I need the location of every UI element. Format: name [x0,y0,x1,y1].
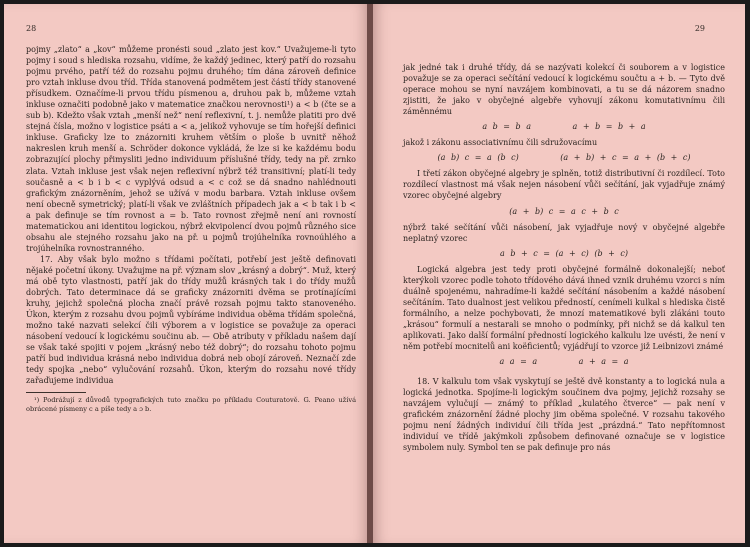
right-page-text [403,62,725,453]
equation-commutative-mult: a b = b a [482,122,531,132]
paragraph-duality: Logická algebra jest tedy proti obyčejné formálně dokonalejší; neboť kterýkoli vzorec podle tohoto třídového dává ihned vznik druhému vzorci s ním duálně spojenému, nahradíme-li každé sečítání násobením a každé násobení sečítáním. Tato dualnost jest velikou předností, cenímeli kulkal s hlediska čistě formálního, a nelze pochybovati, že mnozí matematikové byli zlákáni touto „krásou“ formulí a nestarali se mnoho o podmínky, při nichž se dá kalkul ten aplikovati. Jako další formální předností logického kalkulu lze uvésti, že není v něm potřebí mocnitelů ani koëficientů; vyjádřují to vzorce již Leibnizovi známé [403,264,725,352]
equation-associative-add: (a + b) + c = a + (b + c) [560,153,691,163]
equation-associative-mult: (a b) c = a (b c) [437,153,519,163]
paragraph-18: 18. V kalkulu tom však vyskytují se ještě dvě konstanty a to logická nula a logická jednotka. Spojíme-li logickým součinem dva pojmy, jejichž rozsahy se navzájem vylučují — známý to příklad „kulatého čtverce“ — pak není v grafickém znázornění žádné plochy jim oběma společné. V rozsahu takového pojmu není žádných individuí čili třída jest „prázdná.“ Tato nepřítomnost individuí ve třídě jakýmkoli způsobem definované označuje se v logistice symbolem nuly. Symbol ten se pak definuje pro nás [403,377,725,453]
equation-commutative [403,121,725,132]
equation-distributive-mult [403,206,725,217]
left-page-text [26,44,356,413]
equation-associative [403,152,725,163]
equation-idempotent [403,356,725,367]
paragraph-17: 17. Aby však bylo možno s třídami počítati, potřebí jest ještě definovati nějaké početní úkony. Uvažujme na př. význam slov „krásný a dobrý“. Muž, který má obě tyto vlastnosti, patří jak do třídy mužů krásných tak i do třídy mužů dobrých. Tato determinace dá se graficky znázorniti dvěma se protínajícími kruhy, jejichž společná plocha značí právě rozsah pojmu takto stanoveného. Úkon, kterým z rozsahu dvou pojmů vybíráme individua oběma třídám společná, možno také nazvati selekcí čili výborem a v logistice se považuje za operaci násobení vedoucí k logickému součinu ab. — Obě atributy v příkladu našem dají se však také spojiti v pojem „krásný nebo též dobrý“; do rozsahu tohoto pojmu patří bud individua krásná nebo individua dobrá neb obojí zároveň. Neznačí zde tedy spojka „nebo“ vylučování rozsahů. Úkon, kterým do rozsahu nové třídy zařaďujeme individua [26,254,356,386]
left-page [4,4,368,543]
equation-distributive-mult-text: (a + b) c = a c + b c [509,206,619,216]
right-page [373,4,745,543]
equation-idempotent-add: a + a = a [578,357,629,367]
equation-commutative-add: a + b = b + a [572,122,646,132]
paragraph-distributive: I třetí zákon obyčejné algebry je splněn, totiž distributivní či rozdílecí. Toto rozdílecí vlastnost má však nejen násobení vůči sečítání, jak vyjadřuje známý vzorec obyčejné algebry [403,169,725,201]
footnote-rule [26,392,86,393]
paragraph-associative: jakož i zákonu associativnímu čili sdružovacímu [403,138,598,148]
paragraph-new-formula: nýbrž také sečítání vůči násobení, jak vyjadřuje nový v obyčejné algebře neplatný vzorec [403,222,725,243]
equation-idempotent-mult: a a = a [499,357,538,367]
paragraph-inclusion: pojmy „zlato“ a „kov“ můžeme pronésti soud „zlato jest kov.“ Uvažujeme-li tyto pojmy i soud s hlediska rozsahu, vidíme, že každý jedinec, který patří do rozsahu pojmu prvého, patří též do rozsahu pojmu druhého; tím dána zároveň definice pro vztah inkluse dvou tříd. Třída stanovená podmětem jest částí třídy stanovené přísudkem. Označíme-li prvou třídu písmenou a, druhou pak b, můžeme vztah inkluse označiti podobně jako v matematice značkou nerovnosti¹) a < b (čte se a sub b). Kdežto však vztah „menší než“ není reflexivní, t. j. nemůže platiti pro dvě stejná čísla, možno v logistice psáti a < a, jelikož vyhovuje se tím hořejší definici inkluse. Graficky lze to znázorniti kruhem větším o ploše b uvnitř něhož nakreslen kruh menší a. Schröder dokonce vykládá, že lze si ke každému bodu zobrazující plochy přimysliti jedno individuum příslušné třídy, tedy na př. zrnko zlata. Vztah inkluse jest však nejen reflexivní nýbrž též transitivní; platí-li tedy současně a < b i b < c vyplývá odsud a < c což se dá snadno nahlédnouti grafickým znázorněním, jehož se užívá v modu barbara. Vztah inkluse ovšem není obecně symetrický; platí-li však ve zvláštních případech jak a < b tak i b < a pak definuje se tím rovnost a = b. Tato rovnost zřejmě není ani rovností matematickou ani identitou logickou, nýbrž ekvipolencí dvou pojmů různého sice obsahu ale stejného rozsahu jako na př. u pojmů trojúhelníka rovnoúhlého a trojúhelníka rovnostranného. [26,45,356,253]
page-number-left: 28 [26,24,37,33]
equation-distributive-add [403,248,725,259]
page-number-right: 29 [694,24,705,33]
paragraph-collection: jak jedné tak i druhé třídy, dá se nazývati kolekcí či souborem a v logistice považuje se za operaci sečítání vedoucí k logickému součtu a + b. — Tyto dvě operace mohou se nyní navzájem kombinovati, a tu se dá názorem snadno zjistiti, že jako v obyčejné algebře vyhovují zákonu komutativnímu čili záměnnému [403,63,725,117]
equation-distributive-add-text: a b + c = (a + c) (b + c) [500,248,628,258]
footnote: ¹) Podrážují z důvodů typografických tuto značku po příkladu Couturatově. G. Peano užívá obrácené písmeny c a píše tedy a ɔ b. [26,396,356,413]
